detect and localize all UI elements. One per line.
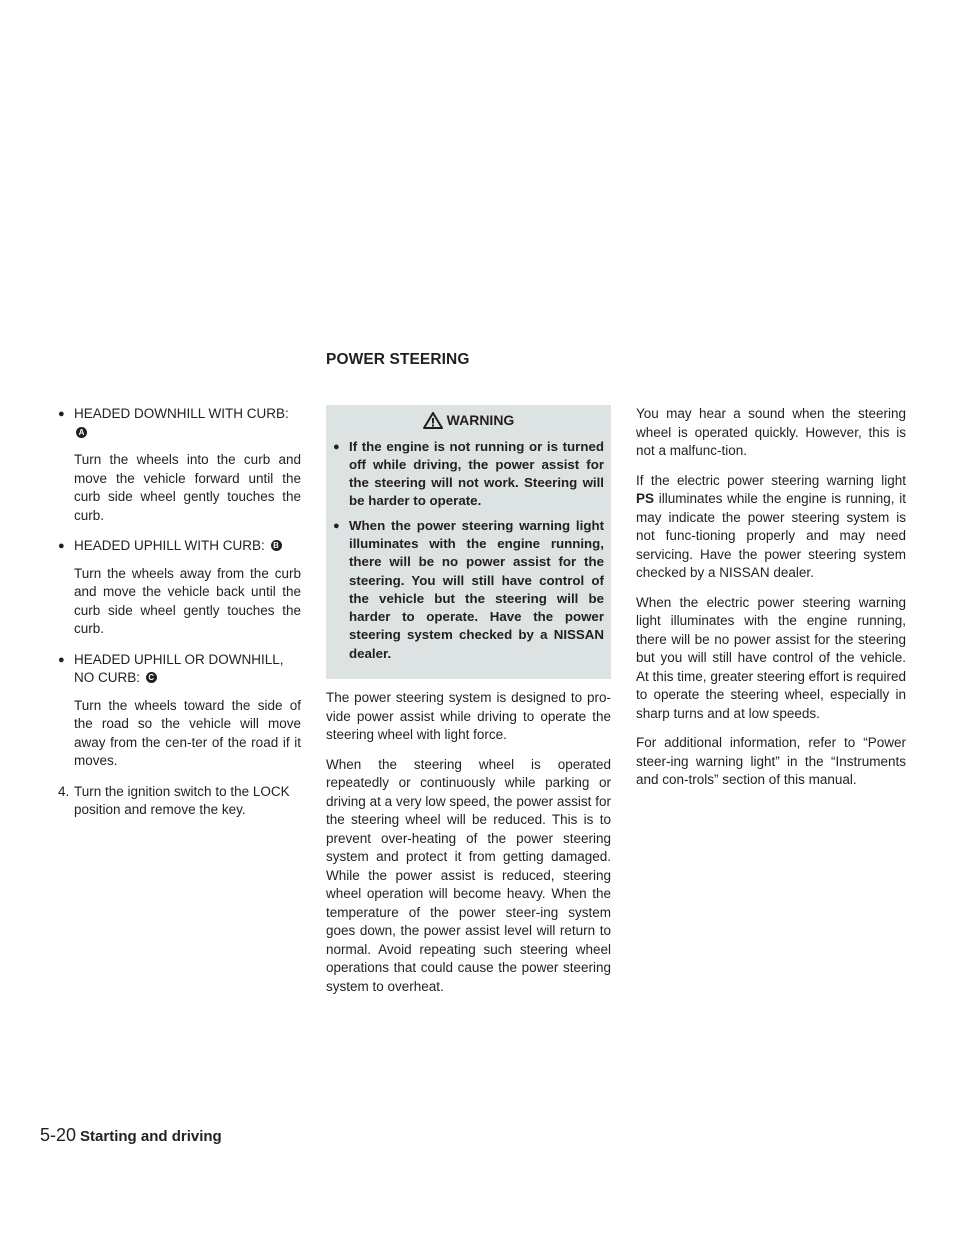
section-title: POWER STEERING [326, 351, 470, 368]
warning-item-text: If the engine is not running or is turned off while driving, the power assist for the steering will not work. Steering will be harder to operate. [349, 438, 604, 509]
step-number: 4. [58, 783, 70, 799]
warning-item [333, 438, 604, 511]
bullet-icon: ● [58, 653, 65, 666]
bullet-body: Turn the wheels into the curb and move the vehicle forward until the curb side wheel gently touches the curb. [74, 452, 301, 523]
bullet-icon: ● [58, 408, 65, 420]
paragraph: The power steering system is designed to pro-vide power assist while driving to operate the steering wheel with light force. [326, 690, 611, 743]
bullet-no-curb [58, 651, 301, 688]
paragraph: When the electric power steering warning light illuminates with the engine running, there will be no power assist for the steering but you will still have control of the vehicle. At this time, greater steering effort is required to operate the steering wheel, especially in sharp turns and at low speeds. [636, 594, 906, 721]
paragraph: For additional information, refer to “Power steer-ing warning light” in the “Instruments and con-trols” section of this manual. [636, 735, 906, 787]
circle-letter-a-icon: A [76, 427, 87, 438]
column-right [636, 405, 906, 801]
column-middle [326, 405, 611, 1007]
paragraph-ps-light: If the electric power steering warning light PS illuminates while the engine is running, it may indicate the power steering system is not func-tioning properly and may need servicing. Have the power steering system checked by a NISSAN dealer. [636, 472, 906, 580]
warning-item-text: When the power steering warning light illuminates with the engine running, there will be no power assist for the steering. You will still have control of the vehicle but the steering will be harder to operate. Have the power steering system checked by a NISSAN dealer. [349, 517, 604, 661]
circle-letter-b-icon: B [271, 540, 282, 551]
chapter-title: Starting and driving [80, 1128, 222, 1145]
paragraph: You may hear a sound when the steering wheel is operated quickly. However, this is not a malfunc-tion. [636, 406, 906, 458]
page-number: 5-20 [40, 1125, 77, 1145]
step-4 [58, 783, 301, 820]
bullet-body: Turn the wheels away from the curb and move the vehicle back until the curb side wheel gently touches the curb. [74, 565, 301, 636]
step-text: Turn the ignition switch to the LOCK position and remove the key. [74, 783, 290, 817]
circle-letter-c-icon: C [146, 672, 157, 683]
bullet-heading: HEADED DOWNHILL WITH CURB: [74, 406, 289, 421]
page-footer [40, 1125, 222, 1146]
paragraph: When the steering wheel is operated repeatedly or continuously while parking or driving at a very low speed, the power assist for the steering wheel will be reduced. This is to prevent over-heating of the power steering system and protect it from getting damaged. While the power assist is reduced, steering wheel operation will become heavy. When the temperature of the power steer-ing system goes down, the power assist level will return to normal. Avoid repeating such steering wheel operations that could cause the power steering system to overheat. [326, 756, 611, 994]
bullet-heading: HEADED UPHILL OR DOWNHILL, NO CURB: [74, 651, 284, 685]
warning-triangle-icon [423, 412, 443, 429]
bullet-uphill-curb [58, 537, 301, 556]
bullet-icon: ● [333, 440, 340, 453]
bullet-body: Turn the wheels toward the side of the road so the vehicle will move away from the cen-ter of the road if it moves. [74, 697, 301, 768]
bullet-heading: HEADED UPHILL WITH CURB: [74, 538, 265, 553]
column-left [58, 405, 301, 820]
warning-item [333, 517, 604, 663]
warning-box [326, 405, 611, 679]
bullet-downhill-curb [58, 405, 301, 442]
warning-header [333, 411, 604, 430]
bullet-icon: ● [333, 519, 340, 532]
bullet-icon: ● [58, 540, 65, 552]
warning-title: WARNING [446, 412, 515, 428]
ps-indicator-label: PS [636, 491, 655, 506]
